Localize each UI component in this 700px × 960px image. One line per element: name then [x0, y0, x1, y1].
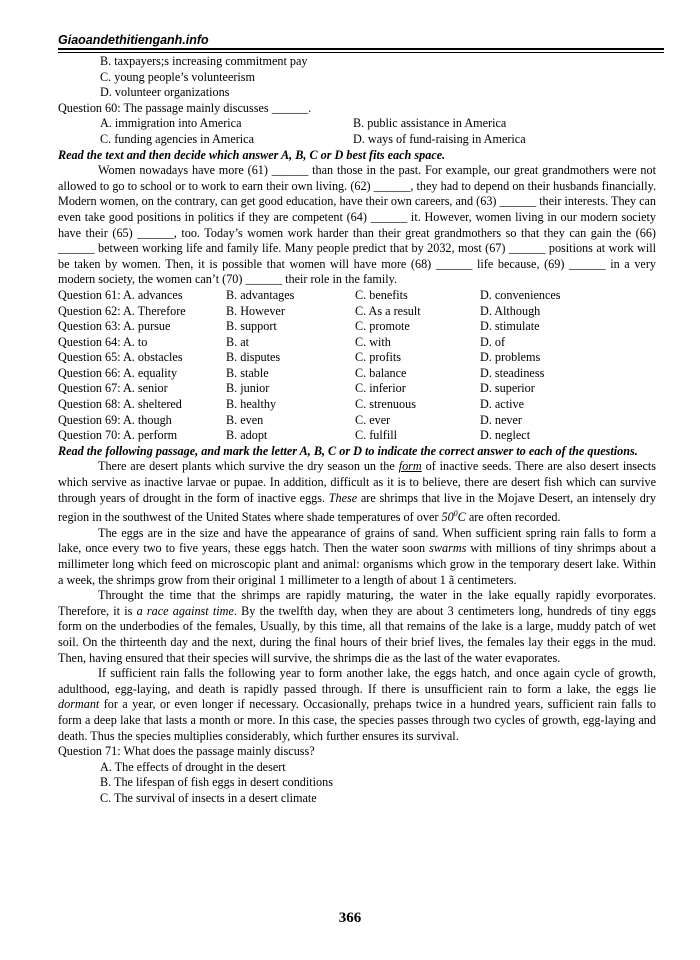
option-b: B. advantages: [226, 287, 295, 302]
question-stem: Question 71: What does the passage mainly discuss?: [58, 744, 315, 759]
temperature-unit: C: [457, 510, 466, 525]
option-a: Question 63: A. pursue: [58, 319, 171, 334]
option-b: B. support: [226, 319, 277, 334]
underlined-word: form: [398, 459, 422, 474]
question-row: [58, 304, 656, 320]
option-c: C. funding agencies in America: [100, 131, 254, 146]
question-row: [58, 413, 656, 429]
italic-word: These: [328, 490, 358, 505]
question-row: [58, 381, 656, 397]
question-row: [58, 288, 656, 304]
option-c: C. ever: [355, 412, 391, 427]
option-a: Question 67: A. senior: [58, 381, 168, 396]
option-c: C. balance: [355, 365, 407, 380]
degree-superscript: 0: [453, 509, 458, 519]
option-c: C. with: [355, 334, 391, 349]
option-c: C. promote: [355, 319, 410, 334]
option-a: Question 65: A. obstacles: [58, 350, 183, 365]
option-b: B. healthy: [226, 397, 277, 412]
option-b: B. public assistance in America: [353, 116, 507, 131]
reading-paragraph-4: [58, 666, 656, 744]
text-run: Throught the time that the shrimps are rapidly maturing, the water in the lake equally rapidly evorporates. Therefore, it is: [58, 588, 656, 618]
option-a: Question 69: A. though: [58, 412, 172, 427]
option-c: C. profits: [355, 350, 402, 365]
option-row: [58, 132, 656, 148]
page-number: 366: [338, 910, 362, 926]
option-b: B. even: [226, 412, 264, 427]
option-line: C. young people’s volunteerism: [100, 69, 256, 84]
option-d: D. of: [480, 334, 506, 349]
option-a: A. The effects of drought in the desert: [100, 759, 286, 774]
option-c: C. inferior: [355, 381, 406, 396]
option-d: D. superior: [480, 381, 535, 396]
question-row: [58, 335, 656, 351]
option-a: Question 62: A. Therefore: [58, 303, 186, 318]
option-a: Question 66: A. equality: [58, 365, 178, 380]
option-c: C. As a result: [355, 303, 421, 318]
text-run: for a year, or even longer if necessary. Occasionally, prehaps twice in a hundred years, sufficient rain falls to form a deep lake that lasts a month or more. In this case, the species passes through two cycles of growth, egg-laying and death. Thus the species multiplies considerably, which further ensures its survival.: [58, 697, 656, 743]
option-b: B. at: [226, 334, 250, 349]
text-run: with millions of tiny shrimps about a millimeter long which feed on microscopic plant and animal: organisms which grow in the temporary desert lake. Within a week, the shrimps grow from their original 1 millimeter to a length of about 1 ã centimeters.: [58, 541, 656, 587]
option-a: A. immigration into America: [100, 116, 242, 131]
temperature-number: 50: [441, 510, 454, 525]
option-a: Question 68: A. sheltered: [58, 397, 182, 412]
option-d: D. conveniences: [480, 287, 561, 302]
option-a: Question 61: A. advances: [58, 287, 183, 302]
option-b: B. junior: [226, 381, 270, 396]
option-a: Question 70: A. perform: [58, 428, 178, 443]
instruction: Read the following passage, and mark the letter A, B, C or D to indicate the correct answer to each of the questions.: [58, 443, 638, 458]
question-row: [58, 350, 656, 366]
option-c: C. The survival of insects in a desert climate: [100, 790, 317, 805]
option-c: C. fulfill: [355, 428, 397, 443]
text-run: are often recorded.: [465, 510, 561, 525]
italic-word: swarms: [429, 541, 467, 556]
text-run: of inactive seeds. There are also desert insects which servive as inactive larvae or pupae. In addition, difficult as it is to believe, there are desert fish which can survive through years of drought in the form of inactive eggs.: [58, 459, 656, 505]
option-d: D. problems: [480, 350, 541, 365]
text-run: The eggs are in the size and have the appearance of grains of sand. When sufficient spring rain falls to form a lake, once every two to five years, these eggs hatch. Then the water soon: [58, 525, 656, 556]
italic-word: dormant: [58, 697, 100, 712]
option-a: Question 64: A. to: [58, 334, 148, 349]
question-row: [58, 366, 656, 382]
text-run: If sufficient rain falls the following year to form another lake, the eggs hatch, and once again cycle of growth, adulthood, egg-laying, and death is rapidly passed through. If there is unsufficient rain to form a lake, the eggs lie: [58, 666, 656, 696]
option-line: B. taxpayers;s increasing commitment pay: [100, 54, 308, 68]
reading-paragraph-3: [58, 588, 656, 666]
text-run: are shrimps that live in the Mojave Desert, an intensely dry region in the southwest of the United States where shade temperatures of over: [58, 490, 656, 525]
header-rule-thin: [58, 52, 664, 53]
option-line: D. volunteer organizations: [100, 85, 230, 100]
option-d: D. steadiness: [480, 365, 545, 380]
question-list: [58, 288, 656, 444]
option-c: C. strenuous: [355, 397, 416, 412]
cloze-passage: Women nowadays have more (61) ______ than those in the past. For example, our great grandmothers were not allowed to go to school or to work to earn their own living. (62) ______, they had to depend on their husbands financially. Modern women, on the contrary, can get good education, have their own careers, and (63) ______ their interests. They can even take good positions in politics if they are competent (64) ______ it. However, women living in our modern society have their (65) ______, too. Today’s women work harder than their great grandmothers so that they can gain the (66) ______ between working life and family life. Many people predict that by 2032, most (67) ______ positions at work will be taken by women. Then, it is possible that women will have more (68) ______ life because, (69) ______ in a very modern society, the women can’t (70) ______ their role in the family.: [58, 163, 657, 287]
option-d: D. Although: [480, 303, 541, 318]
page-content: [58, 54, 656, 807]
question-stem: Question 60: The passage mainly discusses ______.: [58, 100, 312, 115]
temperature-value: [441, 510, 465, 524]
option-c: C. benefits: [355, 287, 408, 302]
question-row: [58, 397, 656, 413]
option-b: B. However: [226, 303, 285, 318]
option-d: D. never: [480, 412, 522, 427]
site-header: Giaoandethitienganh.info: [58, 33, 209, 47]
italic-phrase: a race against time: [136, 603, 234, 618]
option-d: D. active: [480, 397, 524, 412]
header-rule-thick: [58, 48, 664, 50]
option-d: D. ways of fund-raising in America: [353, 131, 526, 146]
option-d: D. neglect: [480, 428, 531, 443]
option-row: [58, 116, 656, 132]
option-b: B. adopt: [226, 428, 268, 443]
reading-paragraph-2: [58, 526, 656, 588]
text-run: There are desert plants which survive the dry season un the: [98, 459, 399, 474]
option-d: D. stimulate: [480, 319, 540, 334]
question-row: [58, 319, 656, 335]
option-b: B. disputes: [226, 350, 281, 365]
reading-paragraph-1: [58, 459, 656, 525]
text-run: . By the twelfth day, when they are about 3 centimeters long, hundreds of tiny eggs form on the underbodies of the females, Usually, by this time, all that remains of the lake is a large, muddy patch of wet soil. On the thirteenth day and the next, during the final hours of their brief lives, the females lay their eggs in the mud. Then, having ensured that their species will survive, the shrimps die as the last of the water evaporates.: [58, 603, 657, 665]
option-b: B. stable: [226, 365, 269, 380]
instruction: Read the text and then decide which answer A, B, C or D best fits each space.: [58, 147, 446, 162]
option-b: B. The lifespan of fish eggs in desert conditions: [100, 775, 333, 790]
question-row: [58, 428, 656, 444]
